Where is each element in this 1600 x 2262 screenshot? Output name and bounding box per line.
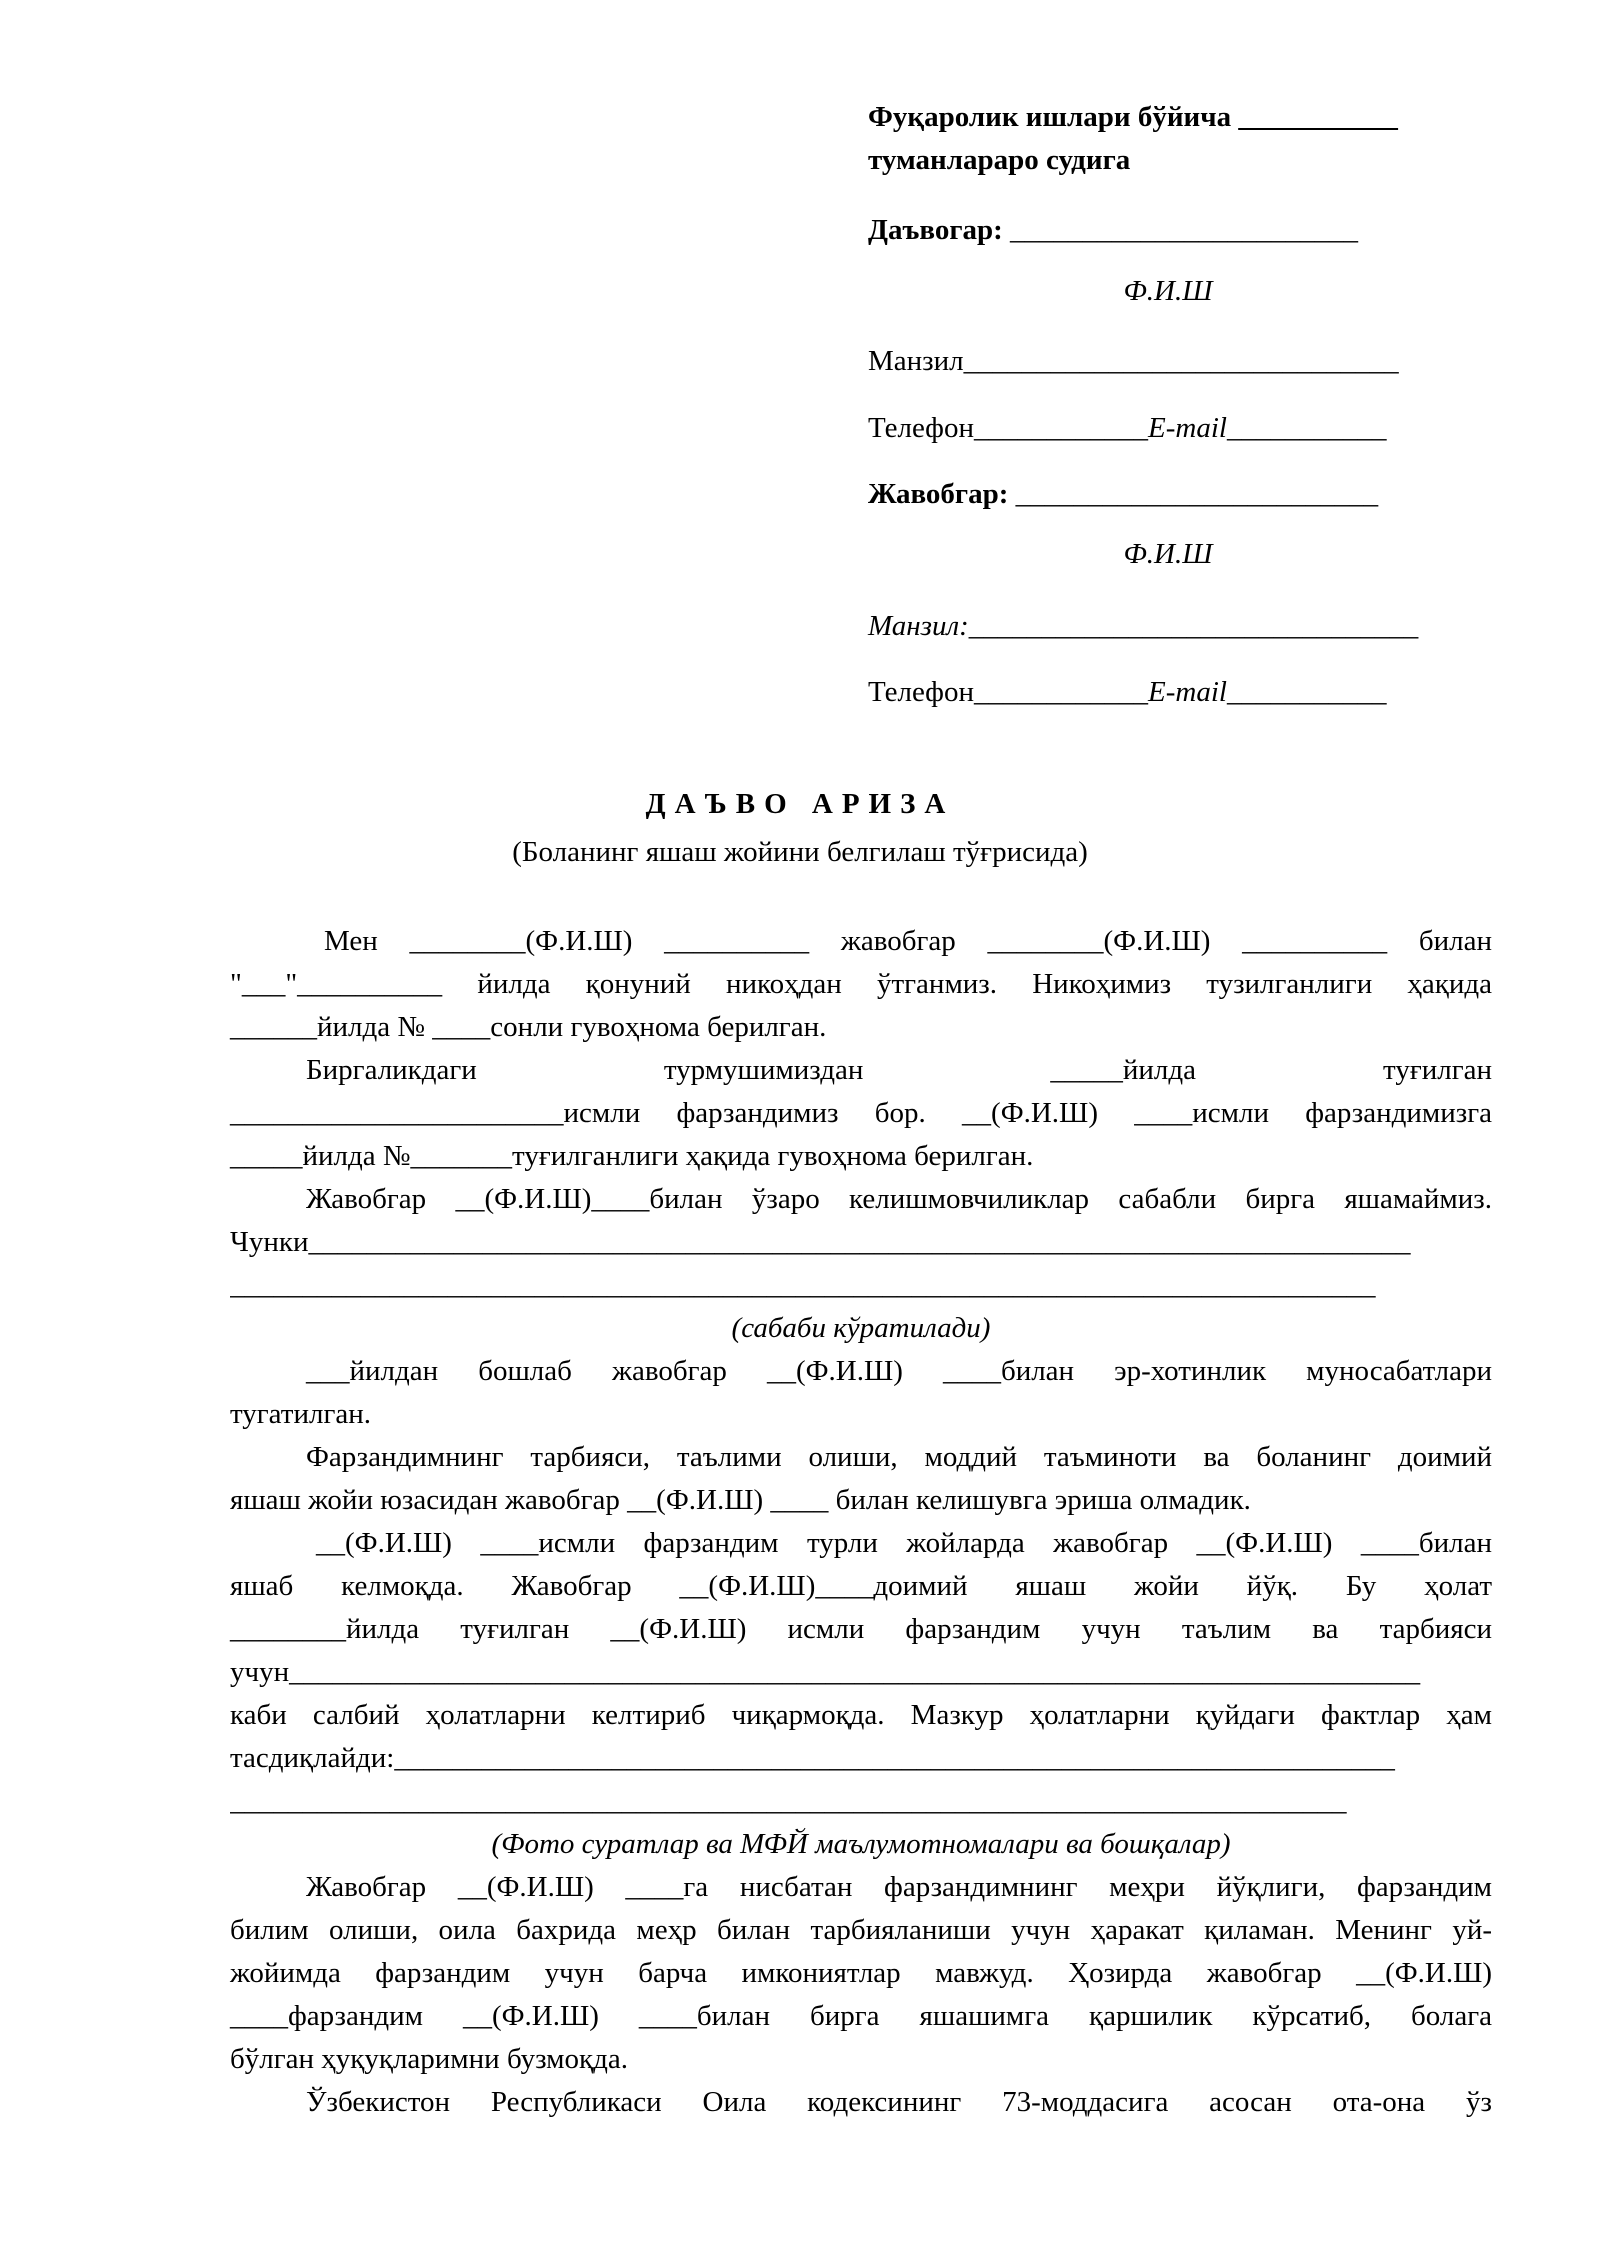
plaintiff-line [868,209,1508,252]
defendant-blank: _________________________ [1008,478,1379,510]
plaintiff-address: Манзил______________________________ [868,345,1399,377]
defendant-email-blank: ___________ [1226,676,1387,708]
claim-body [230,920,1492,2124]
court-line-2: туманлараро судига [868,144,1131,176]
plaintiff-phone: Телефон____________ [868,412,1148,444]
para-6-line-3: ________йилда туғилган __(Ф.И.Ш) исмли фарзандим учун таълим ва тарбияси [230,1613,1492,1645]
para-5-line-1: Фарзандимнинг тарбияси, таълими олиши, моддий таъминоти ва боланинг доимий [306,1441,1492,1473]
para-7-line-4: ____фарзандим __(Ф.И.Ш) ____билан бирга яшашимга қаршилик кўрсатиб, болага [230,2000,1492,2032]
para-7-line-5: бўлган ҳуқуқларимни бузмоқда. [230,2043,628,2075]
plaintiff-blank: ________________________ [1002,214,1359,246]
defendant-address-label: Манзил: [868,610,969,642]
court-line-1: Фуқаролик ишлари бўйича ___________ [868,101,1398,133]
para-6-line-5: каби салбий ҳолатларни келтириб чиқармоқда. Мазкур ҳолатларни қуйдаги фактлар ҳам [230,1699,1492,1731]
para-6-line-1: __(Ф.И.Ш) ____исмли фарзандим турли жойларда жавобгар __(Ф.И.Ш) ____билан [316,1527,1492,1559]
defendant-address-line [868,605,1508,648]
para-6-caption: (Фото суратлар ва МФЙ маълумотномалари ва бошқалар) [491,1828,1231,1860]
para-5-line-2: яшаш жойи юзасидан жавобгар __(Ф.И.Ш) ____ билан келишувга эриша олмадик. [230,1484,1251,1516]
defendant-phone-line [868,671,1508,714]
para-2-line-2: _______________________исмли фарзандимиз бор. __(Ф.И.Ш) ____исмли фарзандимизга [230,1097,1492,1129]
plaintiff-email-blank: ___________ [1226,412,1387,444]
para-4-line-2: тугатилган. [230,1398,372,1430]
plaintiff-email-label: E-mail [1148,412,1227,444]
defendant-label: Жавобгар: [868,478,1009,510]
document-subtitle: (Боланинг яшаш жойини белгилаш тўғрисида) [512,836,1088,868]
defendant-email-label: E-mail [1148,676,1227,708]
plaintiff-phone-line [868,407,1508,450]
para-3-caption: (сабаби кўратилади) [731,1312,991,1344]
para-2-line-3: _____йилда №_______туғилганлиги ҳақида гувоҳнома берилган. [230,1140,1034,1172]
para-2-line-1: Биргаликдаги турмушимиздан _____йилда туғилган [306,1054,1492,1086]
para-6-line-4: учун______________________________________________________________________________ [230,1656,1421,1688]
para-1-line-2: "___"__________ йилда қонуний никоҳдан ўтганмиз. Никоҳимиз тузилганлиги ҳақида [230,968,1492,1000]
defendant-phone: Телефон____________ [868,676,1148,708]
para-6-line-2: яшаб келмоқда. Жавобгар __(Ф.И.Ш)____доимий яшаш жойи йўқ. Бу ҳолат [230,1570,1492,1602]
defendant-address-blank: _______________________________ [968,610,1419,642]
para-1-line-1: Мен ________(Ф.И.Ш) __________ жавобгар ________(Ф.И.Ш) __________ билан [324,925,1492,957]
para-6-line-6: тасдиқлайди:_____________________________________________________________________ [230,1742,1395,1774]
defendant-fish-caption: Ф.И.Ш [1123,538,1213,570]
para-6-line-7: _____________________________________________________________________________ [230,1785,1347,1817]
para-3-line-3: _______________________________________________________________________________ [230,1269,1376,1301]
court-address [868,96,1508,182]
para-1-line-3: ______йилда № ____сонли гувоҳнома берилган. [230,1011,827,1043]
para-7-line-1: Жавобгар __(Ф.И.Ш) ____га нисбатан фарзандимнинг меҳри йўқлиги, фарзандим [306,1871,1492,1903]
defendant-line [868,473,1508,516]
para-7-line-2: билим олиши, оила бахрида меҳр билан тарбияланиши учун ҳаракат қиламан. Менинг уй- [230,1914,1492,1946]
plaintiff-fish-caption: Ф.И.Ш [1123,275,1213,307]
para-8-line-1: Ўзбекистон Республикаси Оила кодексининг 73-моддасига асосан ота-она ўз [306,2086,1492,2118]
para-7-line-3: жойимда фарзандим учун барча имкониятлар мавжуд. Ҳозирда жавобгар __(Ф.И.Ш) [230,1957,1492,1989]
para-3-line-1: Жавобгар __(Ф.И.Ш)____билан ўзаро келишмовчиликлар сабабли бирга яшамаймиз. [306,1183,1492,1215]
document-title: ДАЪВО АРИЗА [645,788,955,820]
para-4-line-1: ___йилдан бошлаб жавобгар __(Ф.И.Ш) ____билан эр-хотинлик муносабатлари [306,1355,1492,1387]
plaintiff-label: Даъвогар: [868,214,1003,246]
para-3-line-2: Чунки____________________________________________________________________________ [230,1226,1411,1258]
